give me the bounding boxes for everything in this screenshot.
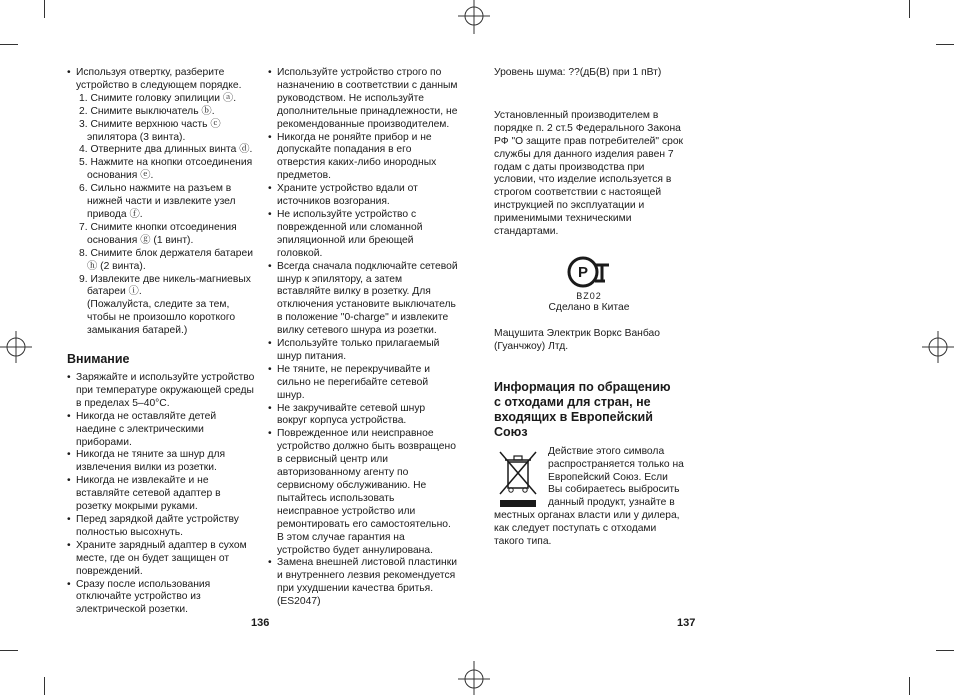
- disposal-block: [494, 446, 684, 549]
- manufacturer: Мацушита Электрик Воркс Ванбао (Гуанчжоу) Лтд.: [494, 327, 660, 352]
- warning-item: • Всегда сначала подключайте сетевой шнур к эпилятору, а затем вставляйте вилку в розетку. Для отключения установите выключатель в положение "0-charge" и извлеките вилку сетевого шнура из розетки.: [268, 261, 458, 338]
- warning-item: • Поврежденное или неисправное устройство должно быть возвращено в сервисный центр или авторизованному агенту по сервисному обслуживанию. Не пытайтесь использовать неисправное устройство или ремонтировать его самостоятельно. В этом случае гарантия на устройство будет аннулирована.: [268, 428, 458, 557]
- cert-code: BZ02: [576, 290, 602, 301]
- crossed-out-bin-icon: [494, 448, 542, 510]
- page-number-left: 136: [251, 617, 270, 629]
- warning-item: • Не закручивайте сетевой шнур вокруг корпуса устройства.: [268, 403, 458, 429]
- warning-item: • Храните зарядный адаптер в сухом месте, где он будет защищен от повреждений.: [67, 540, 255, 579]
- certification-block: [494, 255, 684, 315]
- service-life-text: Установленный производителем в порядке п. 2 ст.5 Федерального Закона РФ "О защите прав потребителей" срок службы для данного изделия равен 7 годам с даты производства при условии, что изделие используется в строгом соответствии с настоящей инструкцией по эксплуатации и применимыми техническими стандартами.: [494, 109, 684, 238]
- registration-mark-top: [456, 0, 492, 36]
- column-left: [67, 67, 255, 617]
- warning-item: • Используйте устройство строго по назначению в соответствии с данным руководством. Не используйте дополнительные принадлежности, не рекомендованные производителем.: [268, 67, 458, 132]
- page-number-right: 137: [677, 617, 696, 629]
- svg-text:P: P: [577, 263, 589, 281]
- warning-item: • Не используйте устройство с поврежденной или сломанной эпиляционной или бреющей головкой.: [268, 209, 458, 261]
- disassembly-steps: [67, 93, 255, 338]
- step-item: 8. Снимите блок держателя батареи ⓗ (2 винта).: [79, 247, 253, 272]
- column-right: [494, 67, 684, 549]
- warning-item: • Перед зарядкой дайте устройству полностью высохнуть.: [67, 514, 255, 540]
- made-in: Сделано в Китае: [548, 301, 630, 313]
- noise-level: Уровень шума: ??(дБ(B) при 1 пВт): [494, 67, 662, 78]
- step-item: 7. Снимите кнопки отсоединения основания ⓖ (1 винт).: [79, 221, 237, 246]
- registration-mark-right: [920, 329, 954, 365]
- registration-mark-bottom: [456, 659, 492, 695]
- column-middle: [268, 67, 458, 609]
- warning-item: • Никогда не извлекайте и не вставляйте сетевой адаптер в розетку мокрыми руками.: [67, 475, 255, 514]
- warning-item: • Никогда не роняйте прибор и не допускайте попадания в его отверстия каких-либо инородных предметов.: [268, 132, 458, 184]
- warning-item: • Не тяните, не перекручивайте и сильно не перегибайте сетевой шнур.: [268, 364, 458, 403]
- step-item: 2. Снимите выключатель ⓑ.: [79, 105, 215, 117]
- warning-item: • Используйте только прилагаемый шнур питания.: [268, 338, 458, 364]
- disposal-heading: Информация по обращению с отходами для стран, не входящих в Европейский Союз: [494, 379, 671, 439]
- registration-mark-left: [0, 329, 34, 365]
- warning-item: • Сразу после использования отключайте устройство из электрической розетки.: [67, 579, 255, 618]
- rst-certification-logo: [565, 255, 613, 289]
- step-item: 1. Снимите головку эпилиции ⓐ.: [79, 92, 237, 104]
- step-item: 4. Отверните два длинных винта ⓓ.: [79, 144, 253, 156]
- warning-item: • Заряжайте и используйте устройство при температуре окружающей среды в пределах 5–40°C.: [67, 372, 255, 411]
- disassembly-intro: • Используя отвертку, разберите устройство в следующем порядке.: [67, 67, 255, 93]
- warning-item: • Храните устройство вдали от источников возгорания.: [268, 183, 458, 209]
- warning-item: • Никогда не оставляйте детей наедине с электрическими приборами.: [67, 411, 255, 450]
- warning-heading: Внимание: [67, 352, 130, 367]
- disposal-text: Действие этого символа распространяется только на Европейский Союз. Если Вы собираетесь выбросить данный продукт, узнайте в местных органах власти или у дилера, как следует поступать с отходами такого типа.: [494, 445, 684, 548]
- step-item: 6. Сильно нажмите на разъем в нижней части и извлеките узел привода ⓕ.: [79, 183, 236, 220]
- step-item: 9. Извлеките две никель-магниевых батареи ⓘ.: [79, 273, 251, 298]
- step-item: 3. Снимите верхнюю часть ⓒ эпилятора (3 винта).: [79, 118, 221, 143]
- step-note: (Пожалуйста, следите за тем, чтобы не произошло короткого замыкания батарей.): [87, 299, 236, 337]
- warning-item: • Замена внешней листовой пластинки и внутреннего лезвия рекомендуется при ухудшении качества бритья. (ES2047): [268, 557, 458, 609]
- warning-item: • Никогда не тяните за шнур для извлечения вилки из розетки.: [67, 449, 255, 475]
- step-item: 5. Нажмите на кнопки отсоединения основания ⓔ.: [79, 157, 253, 182]
